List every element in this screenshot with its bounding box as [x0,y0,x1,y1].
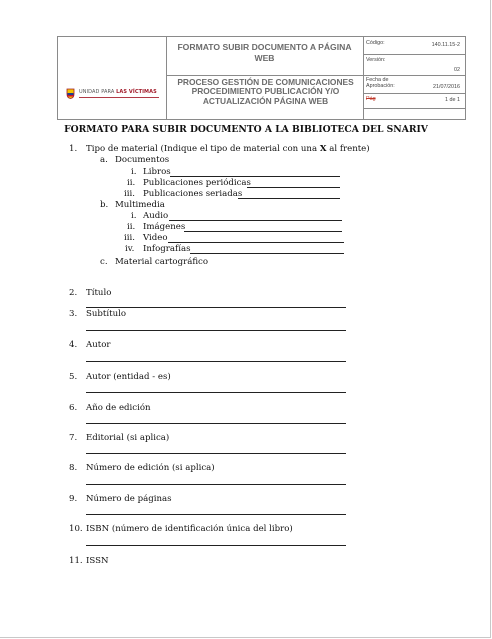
page-count-value: 1 de 1 [445,97,460,103]
codigo-value: 140.11.15-2 [431,42,460,48]
editorial-answer-line[interactable] [86,453,346,454]
item-1c-letter: c. [100,257,108,267]
item-1a-label: Documentos [115,155,170,165]
item-1b-label: Multimedia [115,200,165,210]
document-title: FORMATO PARA SUBIR DOCUMENTO A LA BIBLIOTECA DEL SNARIV [64,124,428,135]
item-1a-iii-num: iii. [124,189,135,199]
logo-text: UNIDAD PARA LAS VÍCTIMAS [79,89,157,95]
item-1a-i-num: i. [131,167,137,177]
item-1b-ii-label: Imágenes [143,222,186,232]
field-10-label: ISBN (número de identificación única del libro) [86,524,293,534]
item-1b-iii-num: iii. [124,233,135,243]
item-1a-ii-num: ii. [127,178,136,188]
subtitulo-answer-line[interactable] [86,330,346,331]
titulo-answer-line[interactable] [86,307,346,308]
field-11-num: 11. [69,556,83,566]
item-1b-i-label: Audio [143,211,169,221]
field-2-label: Título [86,288,112,298]
item-1b-iv-label: Infografías [143,244,191,254]
item-1b-iv-num: iv. [125,244,135,254]
libros-answer-line[interactable] [170,176,340,177]
field-8-num: 8. [69,463,78,473]
field-4-label: Autor [86,340,111,350]
field-8-label: Número de edición (si aplica) [86,463,215,473]
version-label: Versión: [366,57,386,63]
header-process-title: PROCESO GESTIÓN DE COMUNICACIONES PROCEDIMIENTO PUBLICACIÓN Y/O ACTUALIZACIÓN PÁGINA WEB [177,77,354,106]
field-7-label: Editorial (si aplica) [86,433,170,443]
item-1b-letter: b. [100,200,109,210]
page-label: Pág [366,96,376,102]
header-form-title: FORMATO SUBIR DOCUMENTO A PÁGINA WEB [177,42,352,63]
field-3-label: Subtítulo [86,309,127,319]
autor-answer-line[interactable] [86,361,346,362]
unidad-victimas-logo [64,87,162,101]
fecha-aprobacion-value: 21/07/2016 [433,84,460,90]
item-1-number: 1. [69,144,78,154]
isbn-answer-line[interactable] [86,545,346,546]
codigo-label: Código: [366,40,385,46]
field-5-num: 5. [69,372,78,382]
publicaciones-seriadas-answer-line[interactable] [238,198,340,199]
field-9-num: 9. [69,494,78,504]
item-1b-iii-label: Video [143,233,168,243]
field-6-label: Año de edición [86,403,151,413]
field-9-label: Número de páginas [86,494,172,504]
item-1b-i-num: i. [131,211,137,221]
field-11-label: ISSN [86,556,109,566]
imagenes-answer-line[interactable] [184,231,342,232]
item-1c-label: Material cartográfico [115,257,209,267]
field-7-num: 7. [69,433,78,443]
ano-edicion-answer-line[interactable] [86,423,346,424]
colombia-seal-icon [66,88,75,99]
item-1a-letter: a. [100,155,108,165]
field-3-num: 3. [69,309,78,319]
item-1a-i-label: Libros [143,167,171,177]
item-1a-ii-label: Publicaciones periódicas [143,178,251,188]
field-4-num: 4. [69,340,78,350]
field-10-num: 10. [69,524,83,534]
field-5-label: Autor (entidad - es) [86,372,171,382]
item-1a-iii-label: Publicaciones seriadas [143,189,243,199]
field-2-num: 2. [69,288,78,298]
audio-answer-line[interactable] [169,220,342,221]
version-value: 02 [454,67,460,73]
video-answer-line[interactable] [168,242,344,243]
autor-entidad-answer-line[interactable] [86,392,346,393]
item-1-label: Tipo de material (Indique el tipo de material con una X al frente) [86,144,370,154]
fecha-aprobacion-label: Fecha de Aprobación: [366,77,395,90]
document-header-table [57,36,466,120]
numero-paginas-answer-line[interactable] [86,514,346,515]
numero-edicion-answer-line[interactable] [86,484,346,485]
field-6-num: 6. [69,403,78,413]
item-1b-ii-num: ii. [127,222,136,232]
publicaciones-periodicas-answer-line[interactable] [247,187,340,188]
infografias-answer-line[interactable] [190,253,344,254]
